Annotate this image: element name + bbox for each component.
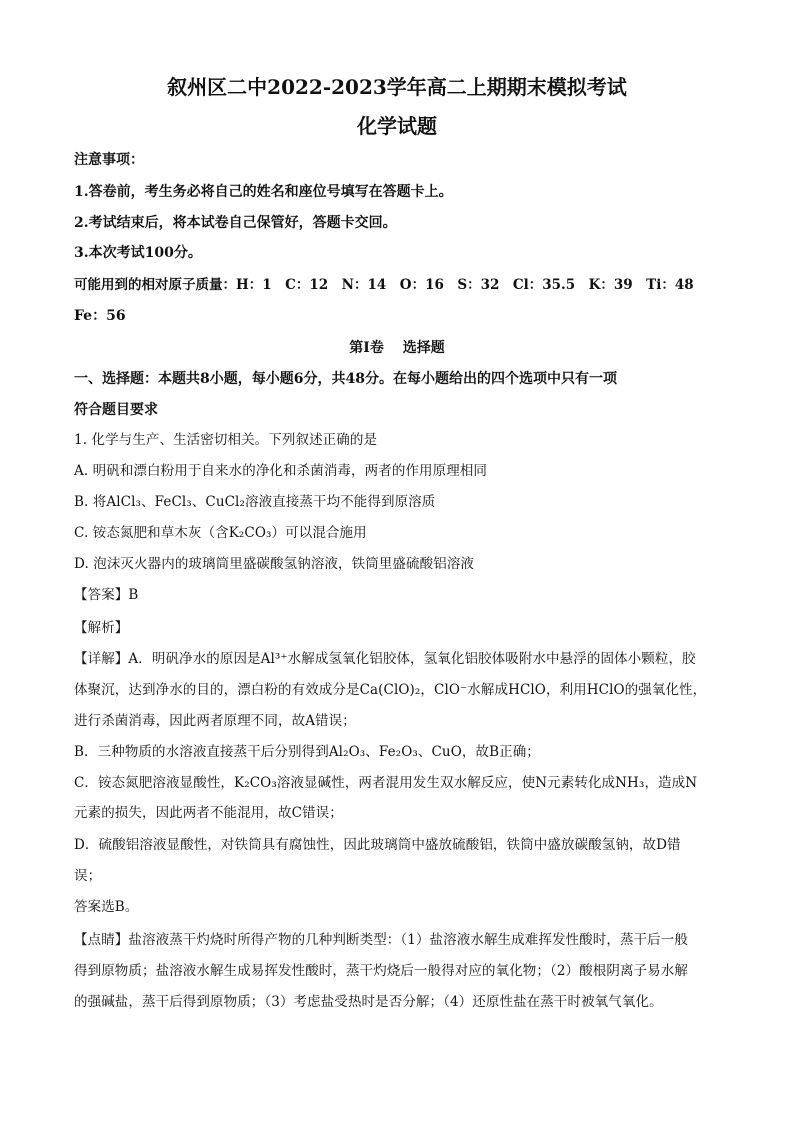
answer: 【答案】B [74, 587, 139, 603]
atomic-mass-line: 可能用到的相对原子质量：H：1 C：12 N：14 O：16 S：32 Cl：35.5 K：39 Ti：48 [74, 277, 694, 293]
detail-line: 进行杀菌消毒，因此两者原理不同，故A错误； [74, 713, 356, 729]
exam-title: 叙州区二中2022-2023学年高二上期期末模拟考试 [167, 75, 627, 99]
tips-line: 得到原物质；盐溶液水解生成易挥发性酸时，蒸干灼烧后一般得对应的氧化物；（2）酸根阴离子易水解 [74, 963, 688, 979]
option-c: C. 铵态氮肥和草木灰（含K₂CO₃）可以混合施用 [74, 525, 367, 541]
section-title: 第I卷 选择题 [349, 340, 445, 356]
analysis-label: 【解析】 [74, 620, 129, 636]
detail-line: 答案选B。 [74, 899, 139, 915]
tips-line: 【点睛】盐溶液蒸干灼烧时所得产物的几种判断类型：（1）盐溶液水解生成难挥发性酸时，蒸干后一般 [74, 932, 688, 948]
note-item: 3.本次考试100分。 [74, 245, 202, 261]
notes-heading: 注意事项： [74, 152, 144, 168]
detail-line: 【详解】A．明矾净水的原因是Al³⁺水解成氢氧化铝胶体，氢氧化铝胶体吸附水中悬浮的固体小颗粒，胶 [74, 651, 696, 667]
detail-line: 体聚沉，达到净水的目的，漂白粉的有效成分是Ca(ClO)₂，ClO⁻水解成HClO，利用HClO的强氧化性， [74, 682, 707, 698]
note-item: 2.考试结束后，将本试卷自己保管好，答题卡交回。 [74, 215, 397, 231]
option-a: A. 明矾和漂白粉用于自来水的净化和杀菌消毒，两者的作用原理相同 [74, 463, 488, 479]
section-instruction-2: 符合题目要求 [74, 402, 158, 418]
option-b: B. 将AlCl₃、FeCl₃、CuCl₂溶液直接蒸干均不能得到原溶质 [74, 494, 436, 510]
exam-subtitle: 化学试题 [357, 114, 437, 138]
detail-line: 元素的损失，因此两者不能混用，故C错误； [74, 805, 343, 821]
detail-line: D．硫酸铝溶液显酸性，对铁筒具有腐蚀性，因此玻璃筒中盛放硫酸铝，铁筒中盛放碳酸氢钠，故D错 [74, 837, 681, 853]
detail-line: 误； [74, 868, 102, 884]
section-instruction: 一、选择题：本题共8小题，每小题6分，共48分。在每小题给出的四个选项中只有一项 [74, 371, 617, 387]
note-item: 1.答卷前，考生务必将自己的姓名和座位号填写在答题卡上。 [74, 184, 453, 200]
detail-line: C．铵态氮肥溶液显酸性，K₂CO₃溶液显碱性，两者混用发生双水解反应，使N元素转化成NH₃，造成N [74, 775, 698, 791]
tips-line: 的强碱盐，蒸干后得到原物质；（3）考虑盐受热时是否分解；（4）还原性盐在蒸干时被氧气氧化。 [74, 994, 663, 1010]
option-d: D. 泡沫灭火器内的玻璃筒里盛碳酸氢钠溶液，铁筒里盛硫酸铝溶液 [74, 556, 475, 572]
detail-line: B．三种物质的水溶液直接蒸干后分别得到Al₂O₃、Fe₂O₃、CuO，故B正确； [74, 744, 540, 760]
question-stem: 1. 化学与生产、生活密切相关。下列叙述正确的是 [74, 432, 378, 448]
atomic-mass-line-2: Fe：56 [74, 308, 126, 324]
